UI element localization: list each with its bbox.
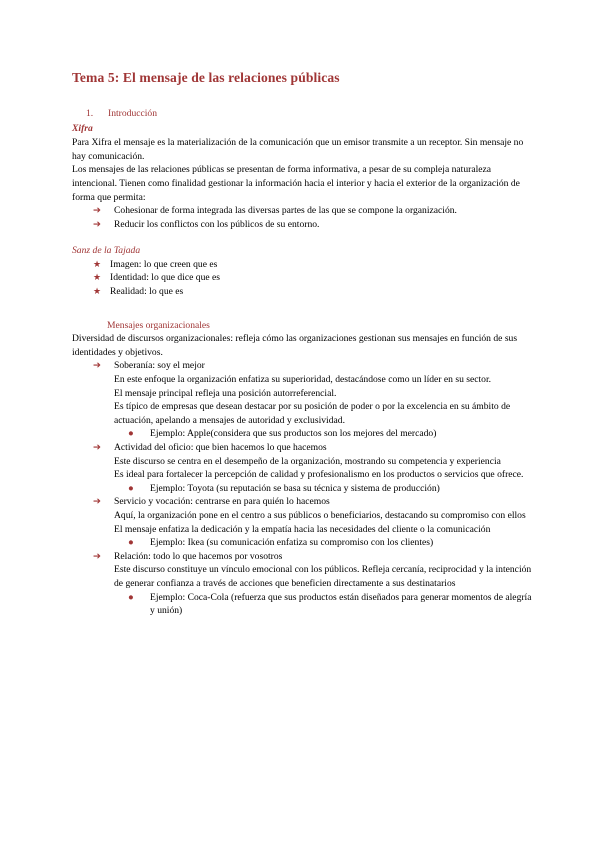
example-label: Ejemplo: Ikea (su comunicación enfatiza su compromiso con los clientes) [150, 537, 434, 549]
list-item [72, 258, 534, 272]
item-paragraph: El mensaje enfatiza la dedicación y la empatía hacia las necesidades del cliente o la comunicación [114, 523, 491, 535]
list-item-example [72, 482, 534, 496]
star-bullet-icon: ★ [93, 258, 102, 269]
arrow-bullet-icon: ➔ [93, 442, 102, 453]
list-heading-label: Introducción [108, 108, 158, 120]
list-item [72, 271, 534, 285]
dot-bullet-icon: ● [128, 482, 134, 494]
list-item-label: Soberanía: soy el mejor [114, 360, 205, 372]
item-paragraph: Este discurso constituye un vínculo emocional con los públicos. Refleja cercanía, reciprocidad y la intención de generar confianza a través de acciones que beneficien directamente a sus destinatarios [114, 564, 532, 590]
list-item-example [72, 427, 534, 441]
page-title: Tema 5: El mensaje de las relaciones públicas [72, 70, 340, 85]
list-item [72, 285, 534, 299]
list-number: 1. [86, 108, 94, 120]
list-item [72, 204, 534, 218]
list-item-example [72, 536, 534, 550]
list-item [72, 359, 534, 373]
item-paragraph: Aquí, la organización pone en el centro a sus públicos o beneficiarios, destacando su compromiso con ellos [114, 510, 526, 522]
paragraph-xifra-definition: Para Xifra el mensaje es la materialización de la comunicación que un emisor transmite a un receptor. Sin mensaje no hay comunicación. [72, 137, 524, 162]
section-spacer [72, 299, 534, 319]
star-bullet-icon: ★ [93, 272, 102, 283]
list-item-label: Relación: todo lo que hacemos por vosotros [114, 550, 283, 562]
dot-bullet-icon: ● [128, 537, 134, 549]
item-paragraph: Este discurso se centra en el desempeño de la organización, mostrando su competencia y experiencia [114, 455, 501, 467]
list-item [72, 495, 534, 509]
item-paragraph: Es ideal para fortalecer la percepción de calidad y profesionalismo en los productos o servicios que ofrece. [114, 469, 524, 481]
item-paragraph: Es típico de empresas que desean destacar por su posición de poder o por la excelencia en su ámbito de actuación, apelando a mensajes de autoridad y exclusividad. [114, 401, 511, 426]
list-item-label: Identidad: lo que dice que es [110, 272, 221, 284]
example-label: Ejemplo: Apple(considera que sus productos son los mejores del mercado) [150, 428, 437, 440]
arrow-bullet-icon: ➔ [93, 360, 102, 372]
paragraph-mensajes-informativa: Los mensajes de las relaciones públicas se presentan de forma informativa, a pesar de su compleja naturaleza intencional. Tienen como finalidad gestionar la información hacia el interior y hacia el exterior de la organización de forma que permita: [72, 164, 520, 203]
list-item-label: Cohesionar de forma integrada las diversas partes de las que se compone la organización. [114, 205, 457, 217]
list-item [72, 218, 534, 232]
list-item [72, 550, 534, 564]
list-item [72, 441, 534, 455]
list-item-label: Actividad del oficio: que bien hacemos lo que hacemos [114, 442, 327, 453]
list-item-label: Imagen: lo que creen que es [110, 258, 218, 270]
list-item-label: Reducir los conflictos con los públicos de su entorno. [114, 218, 320, 230]
dot-bullet-icon: ● [128, 428, 134, 440]
list-item-label: Servicio y vocación: centrarse en para quién lo hacemos [114, 496, 330, 508]
arrow-bullet-icon: ➔ [93, 205, 102, 217]
star-bullet-icon: ★ [93, 286, 102, 297]
list-item-example [72, 591, 534, 618]
author-heading-sanz-de-la-tajada: Sanz de la Tajada [72, 245, 141, 257]
paragraph-diversidad-discursos: Diversidad de discursos organizacionales: refleja cómo las organizaciones gestionan sus mensajes en función de sus identidades y objetivos. [72, 333, 518, 358]
arrow-bullet-icon: ➔ [93, 550, 102, 562]
arrow-bullet-icon: ➔ [93, 496, 102, 508]
author-heading-xifra: Xifra [72, 123, 93, 135]
list-item-label: Realidad: lo que es [110, 286, 184, 298]
example-label: Ejemplo: Coca-Cola (refuerza que sus productos están diseñados para generar momentos de alegría y unión) [150, 591, 532, 617]
section-heading-mensajes-organizacionales: Mensajes organizacionales [107, 319, 210, 331]
example-label: Ejemplo: Toyota (su reputación se basa su técnica y sistema de producción) [150, 482, 440, 494]
numbered-heading-introduccion [72, 108, 534, 121]
item-paragraph: El mensaje principal refleja una posición autorreferencial. [114, 387, 337, 399]
section-spacer [72, 231, 534, 244]
dot-bullet-icon: ● [128, 591, 134, 603]
item-paragraph: En este enfoque la organización enfatiza su superioridad, destacándose como un líder en su sector. [114, 373, 492, 385]
arrow-bullet-icon: ➔ [93, 218, 102, 230]
